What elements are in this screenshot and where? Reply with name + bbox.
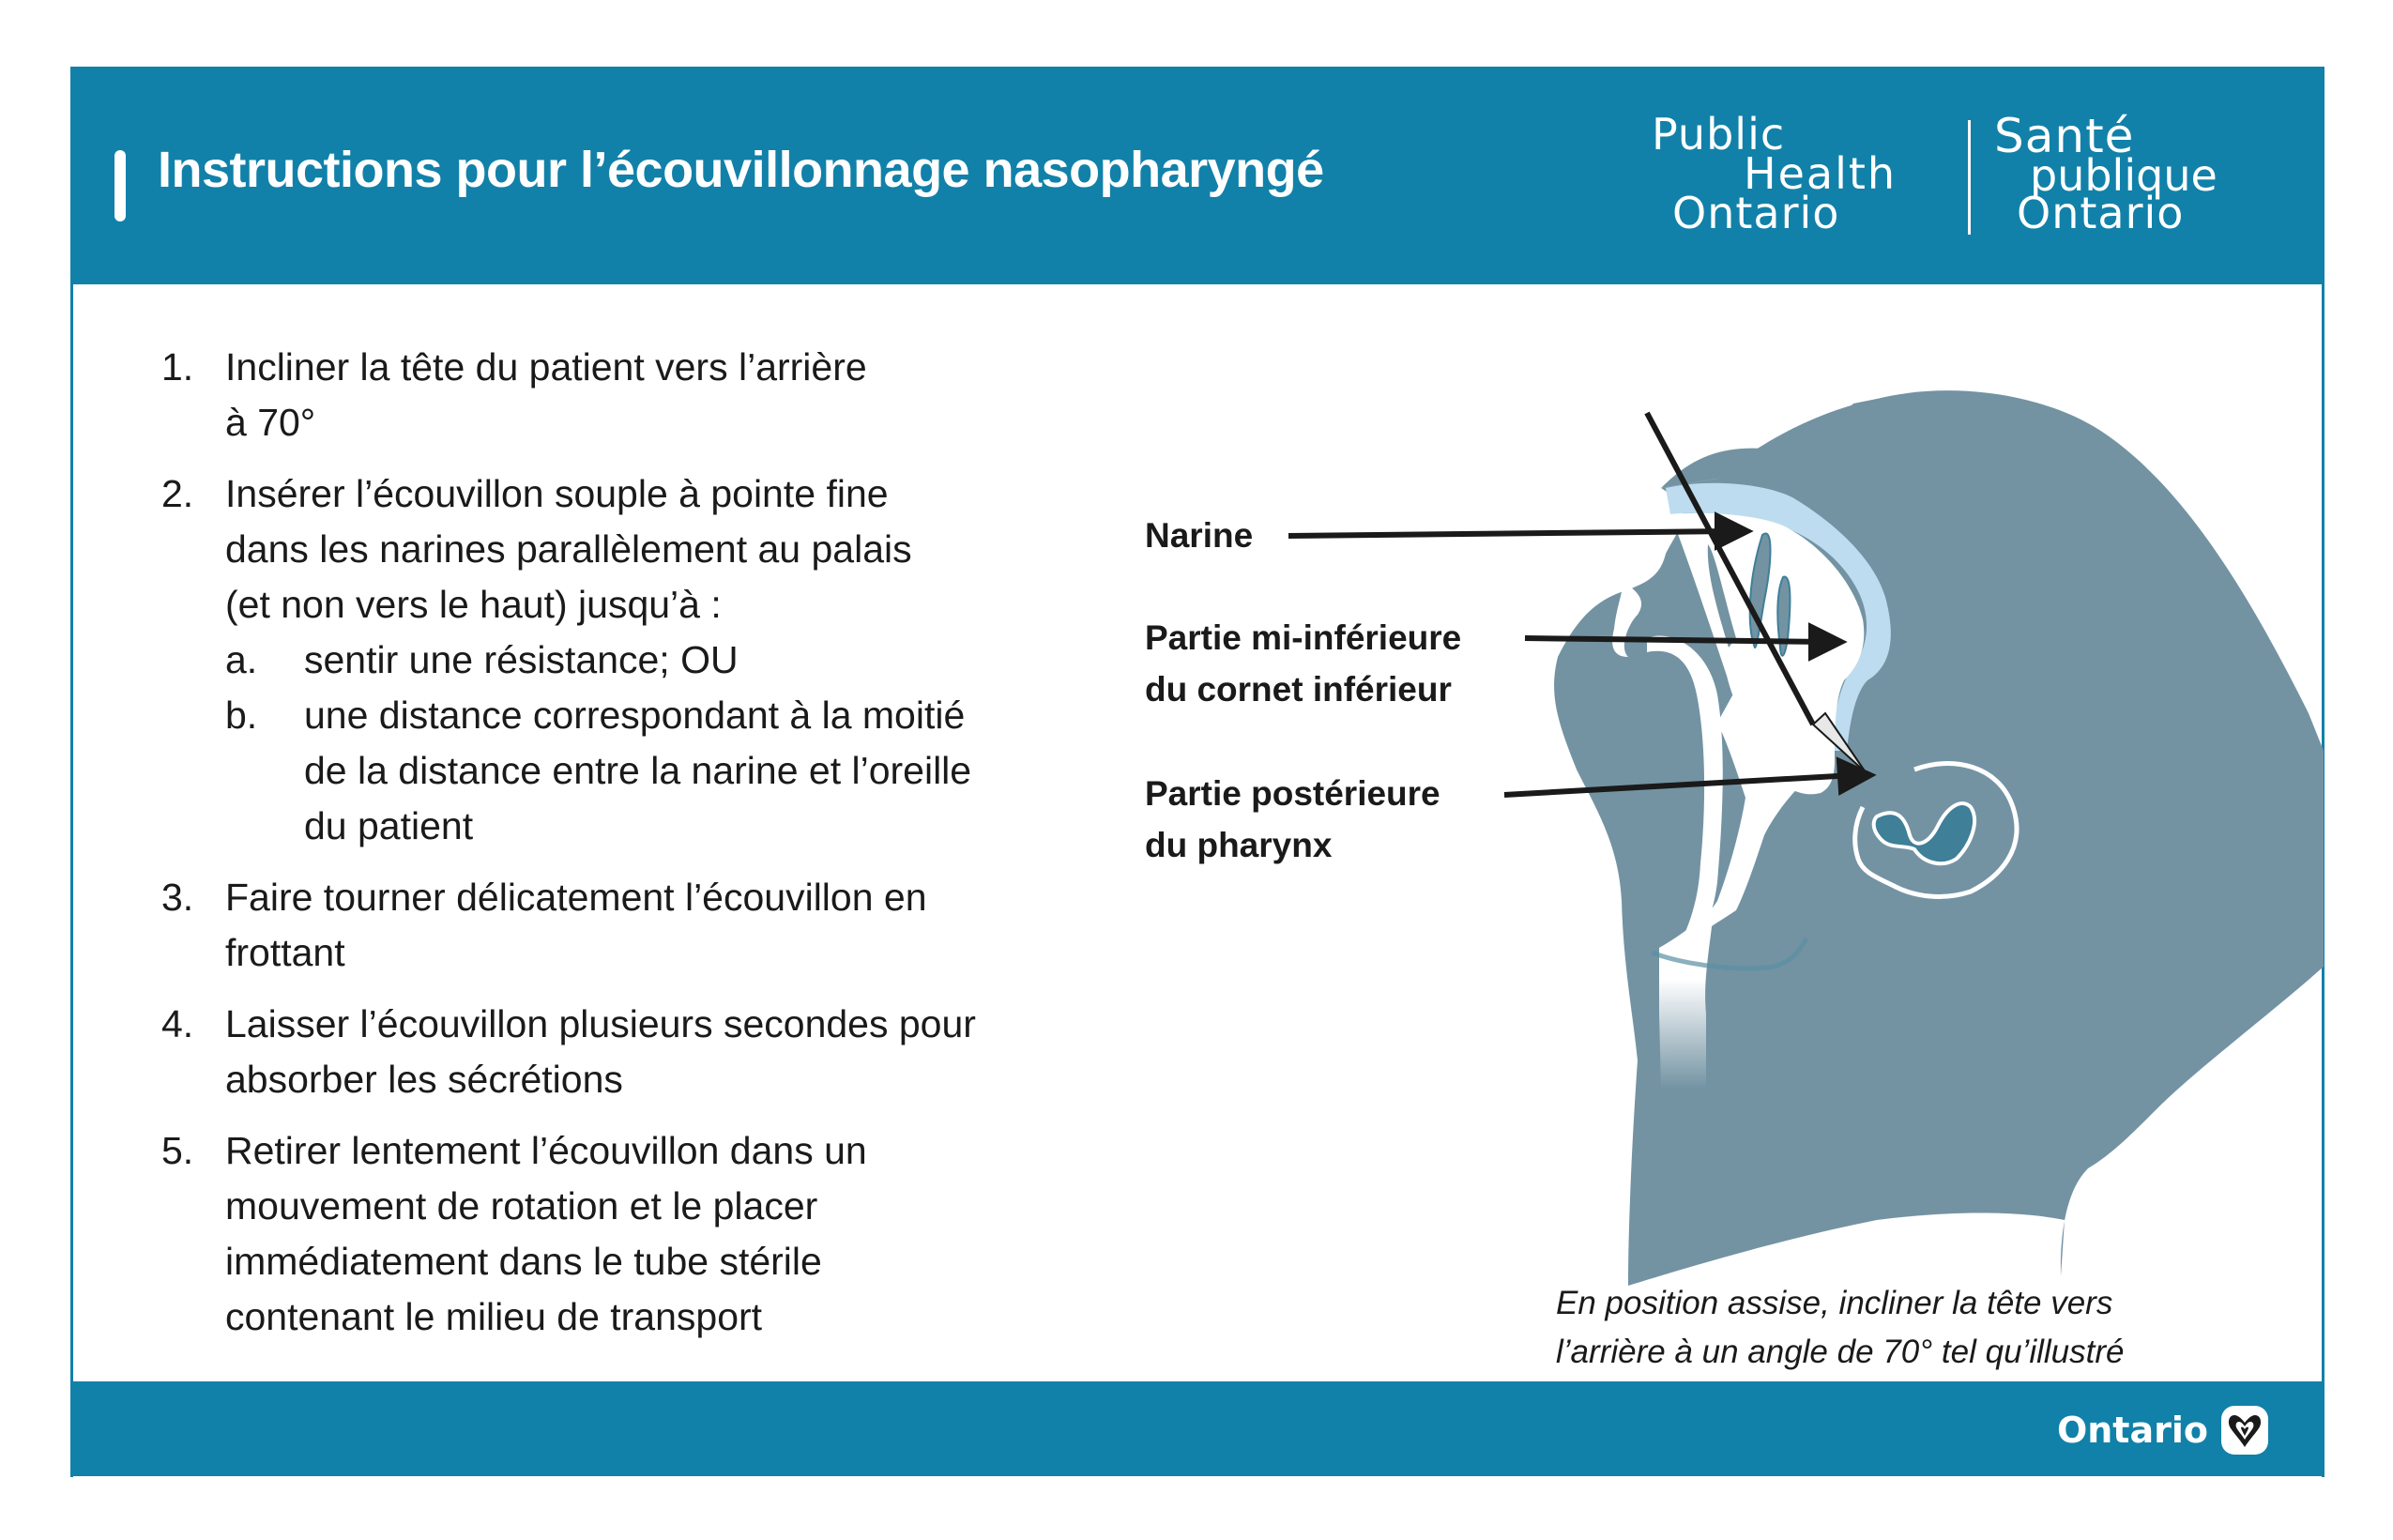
arrow-cornet	[1525, 638, 1825, 642]
step-4	[161, 997, 1100, 1107]
label-text: Partie postérieure	[1145, 774, 1440, 813]
arrow-narine	[1288, 531, 1731, 536]
logo-en-line1: Public	[1652, 109, 1786, 160]
label-narine	[1145, 510, 1253, 561]
step-number: 4.	[161, 1002, 194, 1045]
logo-en-line3: Ontario	[1672, 188, 1840, 238]
substep-letter: b.	[225, 694, 258, 737]
label-text: Narine	[1145, 516, 1254, 555]
title-accent-bar	[114, 150, 126, 221]
sante-publique-ontario-logo	[1994, 109, 2294, 244]
step-text: à 70°	[225, 401, 316, 444]
label-cornet-inferieur	[1145, 612, 1461, 715]
substep-text: une distance correspondant à la moitié	[304, 694, 966, 737]
ontario-wordmark: Ontario	[2056, 1410, 2208, 1451]
label-text: du cornet inférieur	[1145, 670, 1452, 709]
step-text: Insérer l’écouvillon souple à pointe fine	[225, 472, 889, 515]
step-text: absorber les sécrétions	[225, 1058, 623, 1101]
step-text: Faire tourner délicatement l’écouvillon en	[225, 876, 927, 919]
caption-line: l’arrière à un angle de 70° tel qu’illustré	[1556, 1334, 2125, 1370]
step-number: 1.	[161, 345, 194, 389]
label-pharynx	[1145, 768, 1440, 871]
step-text: Retirer lentement l’écouvillon dans un	[225, 1129, 867, 1172]
logo-divider	[1968, 120, 1971, 235]
logo-fr-line2: publique	[2030, 150, 2218, 201]
nasopharyngeal-swab-illustration	[1107, 357, 2324, 1389]
substep-text: de la distance entre la narine et l’oreille	[304, 749, 972, 792]
illustration-caption	[1556, 1279, 2124, 1377]
page-title: Instructions pour l’écouvillonnage nasopharyngé	[158, 142, 1324, 198]
step-text: Laisser l’écouvillon plusieurs secondes pour	[225, 1002, 976, 1045]
ontario-logo	[2057, 1406, 2268, 1455]
footer-banner	[70, 1381, 2324, 1476]
step-text: dans les narines parallèlement au palais	[225, 527, 912, 571]
logo-en-line2: Health	[1744, 148, 1898, 199]
step-number: 3.	[161, 876, 194, 919]
step-2	[161, 466, 1100, 854]
step-text: contenant le milieu de transport	[225, 1295, 763, 1338]
substep-b	[225, 688, 1100, 854]
logo-fr-line1: Santé	[1994, 109, 2135, 163]
step-5	[161, 1123, 1100, 1345]
step-text: (et non vers le haut) jusqu’à :	[225, 583, 722, 626]
step-text: immédiatement dans le tube stérile	[225, 1240, 822, 1283]
step-number: 5.	[161, 1129, 194, 1172]
trachea	[1659, 920, 1713, 1089]
instruction-list	[161, 340, 1100, 1361]
step-text: mouvement de rotation et le placer	[225, 1184, 818, 1227]
step-1	[161, 340, 1100, 450]
trillium-icon	[2221, 1406, 2268, 1455]
substep-a	[225, 633, 1100, 688]
label-text: du pharynx	[1145, 826, 1333, 864]
step-3	[161, 870, 1100, 981]
public-health-ontario-logo	[1652, 109, 1933, 244]
caption-line: En position assise, incliner la tête vers	[1556, 1285, 2113, 1321]
label-text: Partie mi-inférieure	[1145, 618, 1462, 657]
step-text: frottant	[225, 931, 345, 974]
logo-fr-line3: Ontario	[2017, 188, 2185, 238]
substep-text: du patient	[304, 804, 474, 847]
substep-text: sentir une résistance; OU	[304, 638, 739, 681]
step-number: 2.	[161, 472, 194, 515]
substep-letter: a.	[225, 638, 258, 681]
step-text: Incliner la tête du patient vers l’arrière	[225, 345, 867, 389]
